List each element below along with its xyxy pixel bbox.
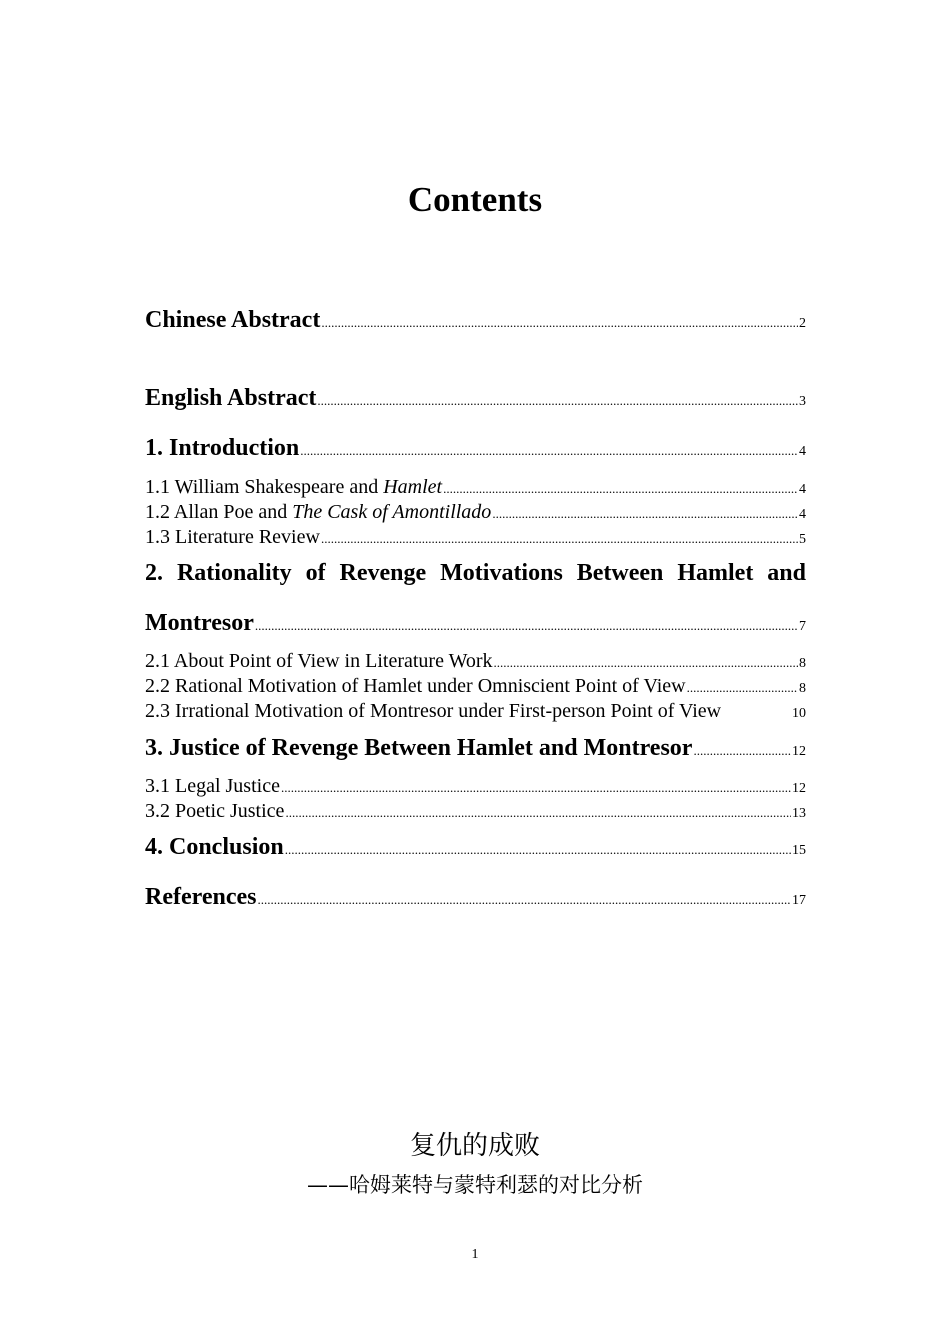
toc-entry-label: 3. Justice of Revenge Between Hamlet and Montresor [145,735,693,761]
dot-leader [321,531,798,547]
toc-entry-chinese-abstract[interactable] [145,307,806,334]
toc-entry-english-abstract[interactable] [145,385,806,412]
page-title: Contents [407,180,543,219]
toc-entry-2-2[interactable] [145,675,806,698]
dot-leader [281,780,791,796]
toc-entry-label: 3.2 Poetic Justice [145,800,285,822]
dot-leader [285,842,791,858]
toc-entry-introduction[interactable] [145,435,806,462]
toc-page-number: 13 [792,806,806,821]
toc-page-number: 4 [799,444,806,459]
toc-entry-label: 1.1 William Shakespeare and Hamlet [145,476,443,498]
toc-entry-label: 3.1 Legal Justice [145,775,280,797]
toc-entry-2-3[interactable] [145,700,806,723]
toc-page-number: 7 [799,619,806,634]
toc-entry-1-1[interactable] [145,476,806,499]
toc-entry-label: Montresor [145,610,254,636]
word: of [305,560,326,586]
dot-leader [258,892,792,908]
chinese-title: 复仇的成败 [409,1131,540,1161]
toc-entry-label: English Abstract [145,385,317,411]
dot-leader [285,805,791,821]
toc-entry-label: Chinese Abstract [145,307,321,333]
toc-page-number: 4 [799,482,806,497]
toc-entry-chapter-2-line-1[interactable] [145,560,806,587]
word: Rationality [176,560,292,586]
dot-leader [255,618,798,634]
toc-entry-label: 2.2 Rational Motivation of Hamlet under Omniscient Point of View [145,675,686,697]
toc-page-number: 4 [799,507,806,522]
toc-entry-label: 1.3 Literature Review [145,526,320,548]
dot-leader [693,743,791,759]
toc-entry-chapter-2-line-2[interactable] [145,610,806,637]
dot-leader [687,680,798,696]
page-number: 1 [471,1247,479,1262]
toc-entry-3-2[interactable] [145,800,806,823]
toc-entry-1-2[interactable] [145,501,806,524]
toc-entry-references[interactable] [145,884,806,911]
toc-entry-label: 2.1 About Point of View in Literature Work [145,650,493,672]
toc-entry-2-1[interactable] [145,650,806,673]
word: Between [576,560,664,586]
dot-leader [317,393,798,409]
toc-page-number: 12 [792,781,806,796]
toc-page-number: 2 [799,316,806,331]
word: and [767,560,806,586]
toc-page-number: 10 [792,706,806,721]
dot-leader [443,481,798,497]
word: 2. [145,560,163,586]
toc-entry-label: 4. Conclusion [145,834,284,860]
dot-leader [300,443,798,459]
word: Hamlet [677,560,754,586]
toc-entry-conclusion[interactable] [145,834,806,861]
toc-page-number: 17 [792,893,806,908]
dot-leader [492,506,798,522]
toc-entry-chapter-3[interactable] [145,735,806,762]
toc-entry-3-1[interactable] [145,775,806,798]
toc-page-number: 12 [792,744,806,759]
toc-entry-label: 1.2 Allan Poe and The Cask of Amontillado [145,501,492,523]
toc-page-number: 15 [792,843,806,858]
toc-page-number: 3 [799,394,806,409]
toc-entry-label: 2.3 Irrational Motivation of Montresor under First-person Point of View [145,700,722,722]
toc-entry-1-3[interactable] [145,526,806,549]
word: Revenge [339,560,427,586]
dot-leader [321,315,798,331]
toc-page-number: 8 [799,681,806,696]
toc-page-number: 5 [799,532,806,547]
chinese-subtitle: ——哈姆莱特与蒙特利瑟的对比分析 [307,1173,643,1197]
word: Motivations [440,560,563,586]
dot-leader [494,655,798,671]
toc-entry-label: References [145,884,257,910]
toc-entry-label: 1. Introduction [145,435,300,461]
toc-page-number: 8 [799,656,806,671]
